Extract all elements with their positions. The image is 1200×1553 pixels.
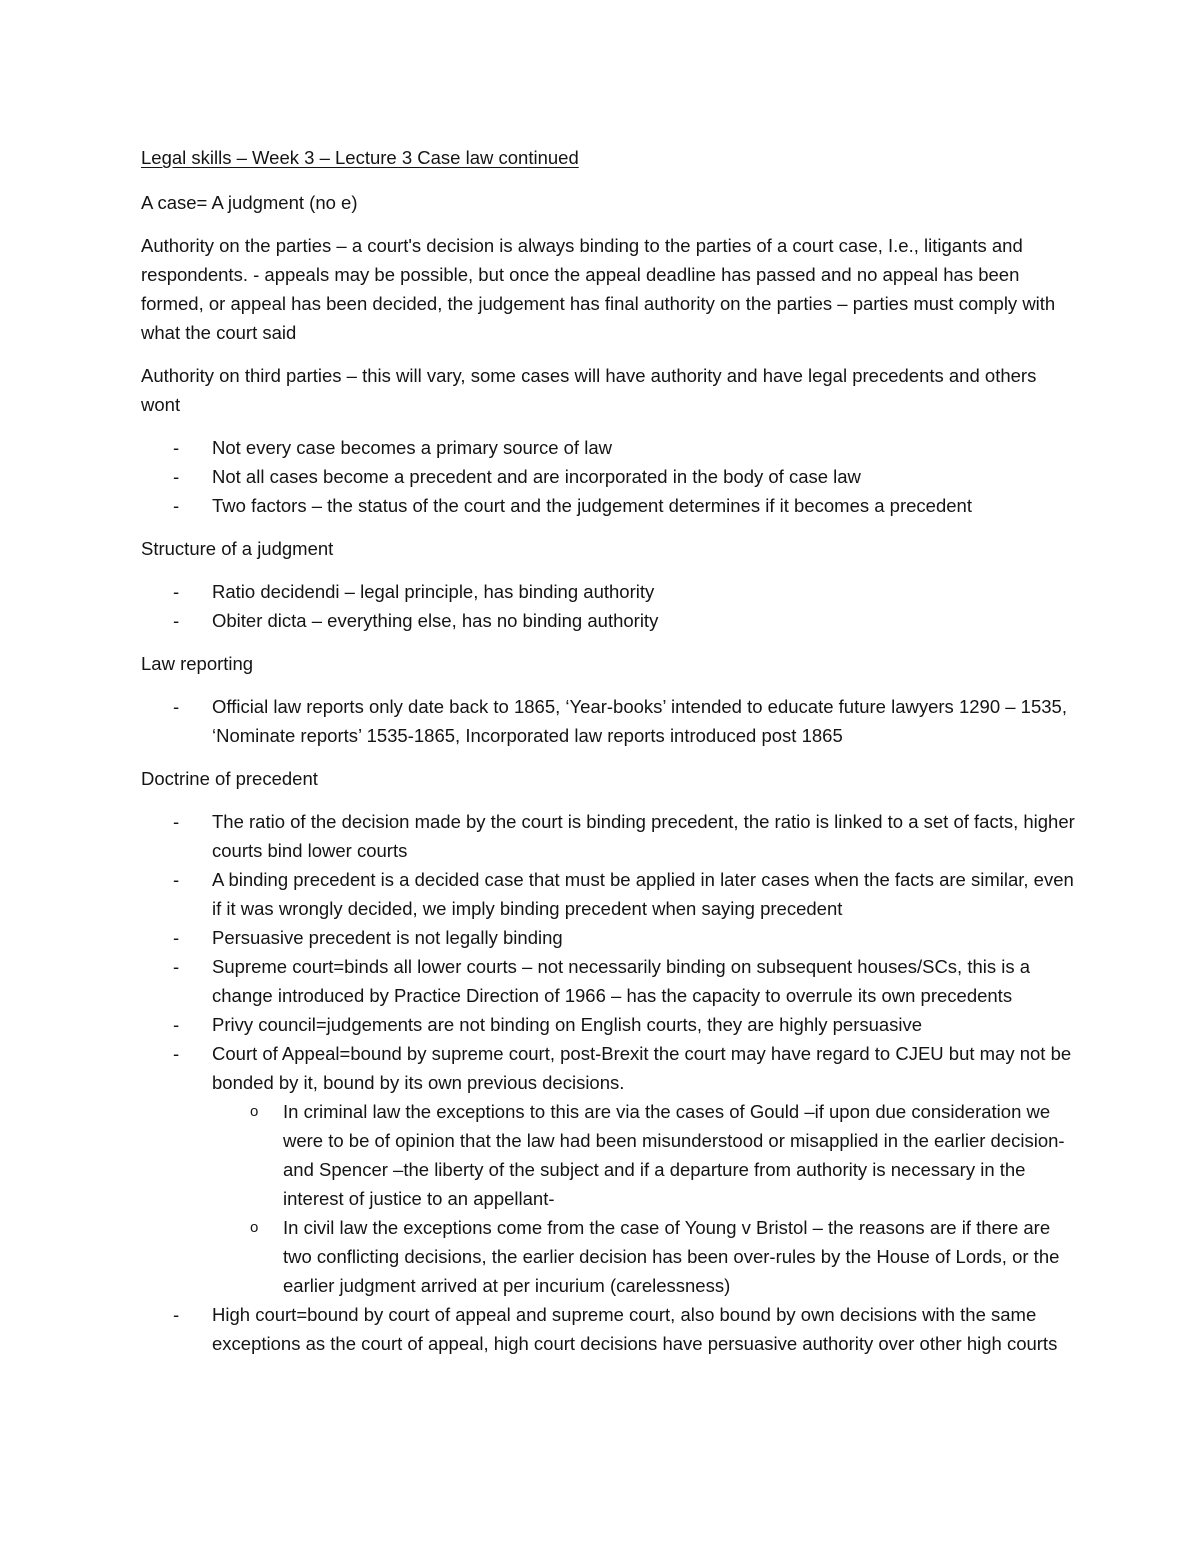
- case-definition: A case= A judgment (no e): [141, 192, 358, 213]
- list-item: - Not all cases become a precedent and are incorporated in the body of case law: [141, 462, 1080, 491]
- list-item: - Privy council=judgements are not binding on English courts, they are highly persuasive: [141, 1010, 1080, 1039]
- list-item: - High court=bound by court of appeal and supreme court, also bound by own decisions with the same exceptions as the court of appeal, high court decisions have persuasive authority over other high courts: [141, 1300, 1080, 1358]
- list-item: - Not every case becomes a primary source of law: [141, 433, 1080, 462]
- list-item: - Court of Appeal=bound by supreme court, post-Brexit the court may have regard to CJEU but may not be bonded by it, bound by its own previous decisions. o In criminal law the exceptions to this are via the cases of Gould –if upon due consideration we were to be of opinion that the law had been misunderstood or misapplied in the earlier decision- and Spencer –the liberty of the subject and if a departure from authority is necessary in the interest of justice to an appellant- o In civil law the exceptions come from the case of Young v Bristol – the reasons are if there are two conflicting decisions, the earlier decision has been over-rules by the House of Lords, or the earlier judgment arrived at per incurium (carelessness): [141, 1039, 1080, 1300]
- list-item: - Persuasive precedent is not legally binding: [141, 923, 1080, 952]
- third-parties-list: [141, 433, 1080, 520]
- sub-list-item: o In criminal law the exceptions to this are via the cases of Gould –if upon due consideration we were to be of opinion that the law had been misunderstood or misapplied in the earlier decision- and Spencer –the liberty of the subject and if a departure from authority is necessary in the interest of justice to an appellant-: [212, 1097, 1080, 1213]
- doctrine-list: [141, 807, 1080, 1358]
- dash-bullet: -: [173, 1014, 180, 1035]
- circle-bullet: o: [250, 1219, 259, 1236]
- list-item: - Official law reports only date back to 1865, ‘Year-books’ intended to educate future lawyers 1290 – 1535, ‘Nominate reports’ 1535-1865, Incorporated law reports introduced post 1865: [141, 692, 1080, 750]
- dash-bullet: -: [173, 437, 180, 458]
- authority-third-parties-paragraph: Authority on third parties – this will vary, some cases will have authority and have legal precedents and others wont: [141, 365, 1037, 415]
- dash-bullet: -: [173, 581, 180, 602]
- law-reporting-heading: Law reporting: [141, 653, 254, 674]
- list-item: - Obiter dicta – everything else, has no binding authority: [141, 606, 1080, 635]
- list-item: - The ratio of the decision made by the court is binding precedent, the ratio is linked to a set of facts, higher courts bind lower courts: [141, 807, 1080, 865]
- list-item: - Two factors – the status of the court and the judgement determines if it becomes a precedent: [141, 491, 1080, 520]
- dash-bullet: -: [173, 811, 180, 832]
- document-title: Legal skills – Week 3 – Lecture 3 Case law continued: [141, 147, 579, 168]
- dash-bullet: -: [173, 1043, 180, 1064]
- list-item: - Ratio decidendi – legal principle, has binding authority: [141, 577, 1080, 606]
- dash-bullet: -: [173, 696, 180, 717]
- circle-bullet: o: [250, 1103, 259, 1120]
- dash-bullet: -: [173, 610, 180, 631]
- structure-heading: Structure of a judgment: [141, 538, 334, 559]
- dash-bullet: -: [173, 466, 180, 487]
- dash-bullet: -: [173, 869, 180, 890]
- dash-bullet: -: [173, 495, 180, 516]
- sub-list-item: o In civil law the exceptions come from the case of Young v Bristol – the reasons are if there are two conflicting decisions, the earlier decision has been over-rules by the House of Lords, or the earlier judgment arrived at per incurium (carelessness): [212, 1213, 1080, 1300]
- dash-bullet: -: [173, 1304, 180, 1325]
- law-reporting-list: [141, 692, 1080, 750]
- appeal-exceptions-list: [212, 1097, 1080, 1300]
- structure-list: [141, 577, 1080, 635]
- dash-bullet: -: [173, 956, 180, 977]
- list-item: - Supreme court=binds all lower courts – not necessarily binding on subsequent houses/SCs, this is a change introduced by Practice Direction of 1966 – has the capacity to overrule its own precedents: [141, 952, 1080, 1010]
- list-item: - A binding precedent is a decided case that must be applied in later cases when the facts are similar, even if it was wrongly decided, we imply binding precedent when saying precedent: [141, 865, 1080, 923]
- dash-bullet: -: [173, 927, 180, 948]
- doctrine-heading: Doctrine of precedent: [141, 768, 318, 789]
- authority-parties-paragraph: Authority on the parties – a court's decision is always binding to the parties of a court case, I.e., litigants and respondents. - appeals may be possible, but once the appeal deadline has passed and no appeal has been formed, or appeal has been decided, the judgement has final authority on the parties – parties must comply with what the court said: [141, 235, 1056, 343]
